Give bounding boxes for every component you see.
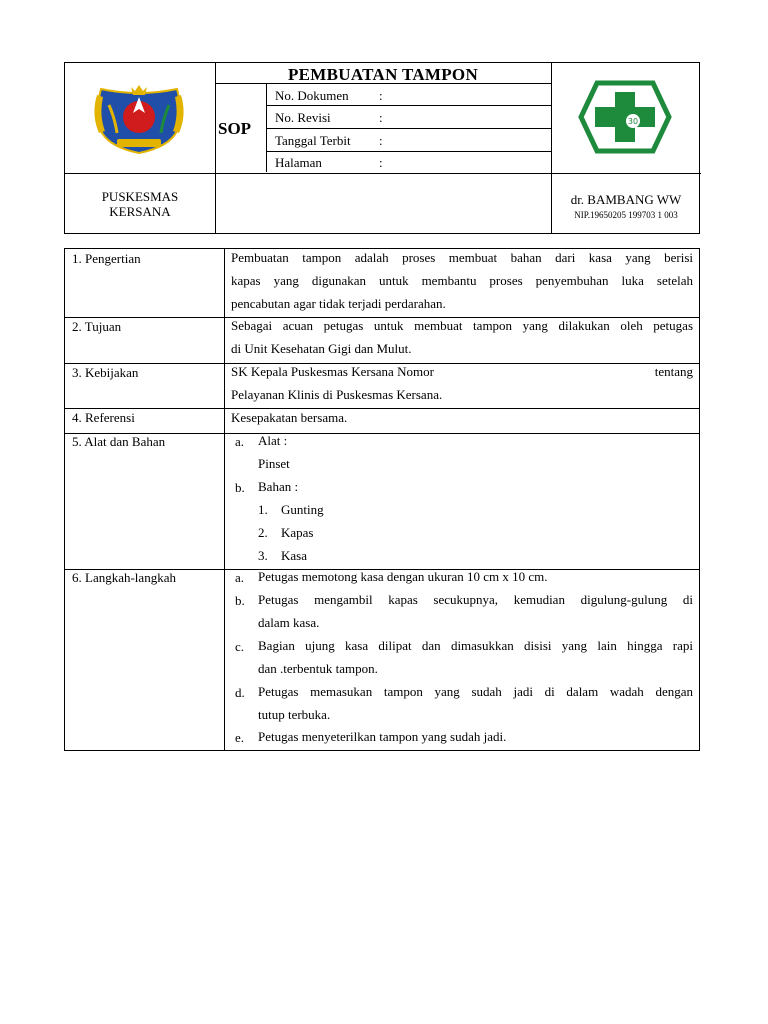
meta-row — [275, 155, 383, 171]
header-divider — [215, 63, 216, 233]
list-item — [258, 588, 693, 634]
puskesmas-cross-logo-icon — [577, 79, 673, 155]
section-label: 3. Kebijakan — [72, 365, 139, 380]
section-text — [231, 246, 693, 315]
meta-row — [275, 133, 383, 149]
sop-content-table — [64, 248, 700, 751]
section-label: 4. Referensi — [72, 410, 135, 425]
list-marker: 1. — [258, 502, 268, 517]
section-label: 2. Tujuan — [72, 319, 122, 334]
text-line: dan .terbentuk tampon. — [258, 661, 378, 676]
list-item: Pinset — [258, 456, 290, 471]
meta-label: Tanggal Terbit — [275, 133, 351, 148]
text-line: Petugas memasukan tampon yang sudah jadi di dalam wadah dengan — [258, 684, 693, 699]
list-item — [258, 725, 693, 748]
doctor-signature — [551, 192, 701, 220]
list-item: Kasa — [281, 548, 307, 563]
text-line: Pembuatan tampon adalah proses membuat bahan dari kasa yang berisi — [231, 250, 693, 265]
text-line: tutup terbuka. — [258, 707, 331, 722]
doctor-name: dr. BAMBANG WW — [570, 192, 682, 207]
list-item: Bahan : — [258, 479, 299, 494]
doctor-nip: NIP.19650205 199703 1 003 — [574, 210, 678, 220]
text-line: Bagian ujung kasa dilipat dan dimasukkan disisi yang lain hingga rapi — [258, 638, 693, 653]
sop-label: SOP — [218, 119, 252, 138]
svg-text:30: 30 — [627, 117, 639, 126]
text-line: Petugas memotong kasa dengan ukuran 10 cm x 10 cm. — [258, 569, 548, 584]
text-line: Sebagai acuan petugas untuk membuat tampon yang dilakukan oleh petugas — [231, 318, 693, 333]
list-marker: b. — [235, 593, 245, 608]
text-line: kapas yang digunakan untuk membantu proses penyembuhan luka setelah — [231, 273, 693, 288]
section-label: 6. Langkah-langkah — [72, 570, 176, 585]
list-marker: a. — [235, 434, 245, 449]
list-marker: a. — [235, 570, 245, 585]
list-item: Alat : — [258, 433, 288, 448]
sop-header-table — [64, 62, 700, 234]
meta-label: No. Dokumen — [275, 88, 349, 103]
header-divider — [65, 173, 701, 174]
text-line: pencabutan agar tidak terjadi perdarahan. — [231, 296, 446, 311]
regional-emblem-icon — [91, 81, 187, 157]
list-item — [258, 565, 693, 588]
meta-label: Halaman — [275, 155, 322, 170]
header-divider — [266, 128, 551, 129]
meta-row — [275, 88, 383, 104]
meta-colon: : — [379, 110, 383, 125]
meta-colon: : — [379, 155, 383, 170]
section-text: Kesepakatan bersama. — [231, 410, 348, 425]
list-item: Kapas — [281, 525, 314, 540]
list-item — [258, 680, 693, 726]
text-fragment: SK Kepala Puskesmas Kersana Nomor — [231, 364, 434, 379]
organization-name — [65, 189, 215, 219]
list-marker: c. — [235, 639, 245, 654]
header-divider — [266, 151, 551, 152]
meta-colon: : — [379, 133, 383, 148]
org-line: KERSANA — [109, 204, 171, 219]
text-line: Pelayanan Klinis di Puskesmas Kersana. — [231, 387, 443, 402]
column-divider — [224, 249, 225, 750]
list-marker: b. — [235, 480, 245, 495]
text-line — [231, 360, 693, 383]
meta-colon: : — [379, 88, 383, 103]
list-item — [258, 634, 693, 680]
meta-label: No. Revisi — [275, 110, 331, 125]
meta-row — [275, 110, 383, 126]
text-line: dalam kasa. — [258, 615, 320, 630]
text-line: di Unit Kesehatan Gigi dan Mulut. — [231, 341, 412, 356]
list-marker: 2. — [258, 525, 268, 540]
list-marker: e. — [235, 730, 245, 745]
text-line: Petugas menyeterilkan tampon yang sudah jadi. — [258, 729, 507, 744]
text-fragment: tentang — [654, 364, 693, 379]
section-text — [231, 360, 693, 406]
section-text — [231, 314, 693, 360]
list-marker: d. — [235, 685, 245, 700]
org-line: PUSKESMAS — [101, 189, 179, 204]
page-title: PEMBUATAN TAMPON — [287, 65, 479, 84]
section-label: 1. Pengertian — [72, 251, 141, 266]
header-divider — [266, 105, 551, 106]
section-label: 5. Alat dan Bahan — [72, 434, 166, 449]
list-item: Gunting — [281, 502, 324, 517]
text-line: Petugas mengambil kapas secukupnya, kemudian digulung-gulung di — [258, 592, 693, 607]
list-marker: 3. — [258, 548, 268, 563]
